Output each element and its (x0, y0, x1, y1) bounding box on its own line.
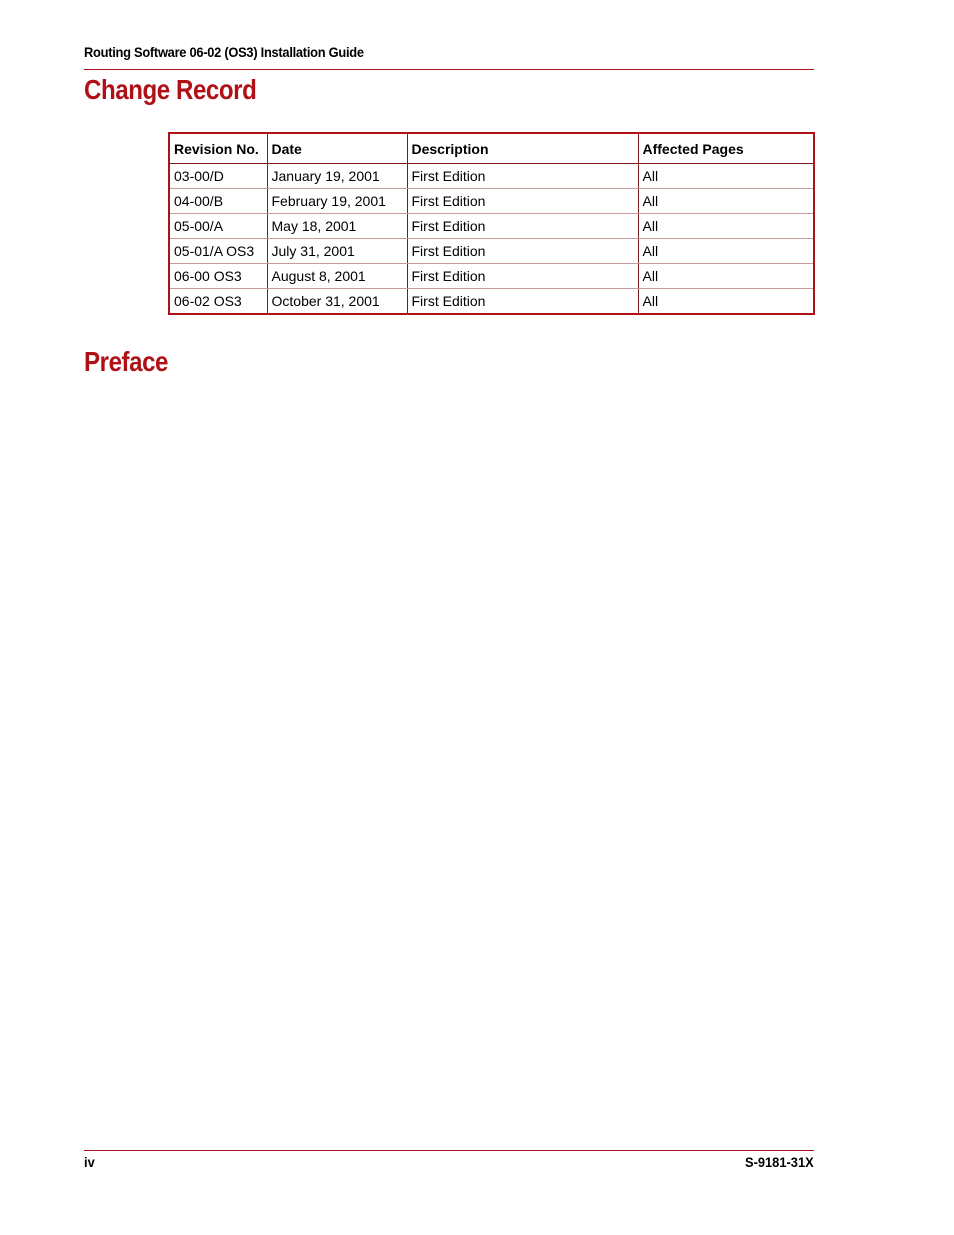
table-row (169, 289, 814, 315)
table-row (169, 264, 814, 289)
cell-date: May 18, 2001 (267, 214, 407, 239)
cell-date: January 19, 2001 (267, 164, 407, 189)
table-row (169, 164, 814, 189)
cell-description: First Edition (407, 264, 638, 289)
cell-revision: 06-02 OS3 (174, 293, 242, 309)
cell-affected-pages: All (638, 214, 814, 239)
cell-affected-pages: All (638, 239, 814, 264)
column-header-description: Description (407, 133, 638, 164)
cell-revision: 05-01/A OS3 (169, 239, 267, 264)
table-row (169, 189, 814, 214)
cell-revision: 03-00/D (169, 164, 267, 189)
cell-date: February 19, 2001 (267, 189, 407, 214)
table-row (169, 239, 814, 264)
cell-affected-pages: All (638, 189, 814, 214)
cell-revision: 05-00/A (169, 214, 267, 239)
table-row (169, 214, 814, 239)
column-header-date: Date (267, 133, 407, 164)
preface-title: Preface (84, 346, 169, 377)
cell-date: August 8, 2001 (267, 264, 407, 289)
change-record-title: Change Record (84, 74, 257, 105)
footer-doc-number: S-9181-31X (745, 1154, 814, 1170)
cell-description: First Edition (407, 214, 638, 239)
running-header-title: Routing Software 06-02 (OS3) Installation Guide (84, 44, 364, 60)
cell-description: First Edition (407, 289, 638, 315)
cell-revision: 04-00/B (169, 189, 267, 214)
column-header-affected-pages: Affected Pages (638, 133, 814, 164)
change-record-table (168, 132, 815, 315)
cell-date: July 31, 2001 (267, 239, 407, 264)
footer-rule (84, 1150, 814, 1151)
table-header-row (169, 133, 814, 164)
cell-affected-pages: All (638, 264, 814, 289)
cell-affected-pages: All (638, 164, 814, 189)
cell-date: October 31, 2001 (267, 289, 407, 315)
cell-description: First Edition (407, 164, 638, 189)
cell-revision: 06-00 OS3 (169, 264, 267, 289)
cell-description: First Edition (407, 189, 638, 214)
cell-affected-pages: All (638, 289, 814, 315)
footer-page-number: iv (84, 1154, 95, 1170)
cell-description: First Edition (407, 239, 638, 264)
header-rule (84, 69, 814, 70)
column-header-revision: Revision No. (169, 133, 267, 164)
